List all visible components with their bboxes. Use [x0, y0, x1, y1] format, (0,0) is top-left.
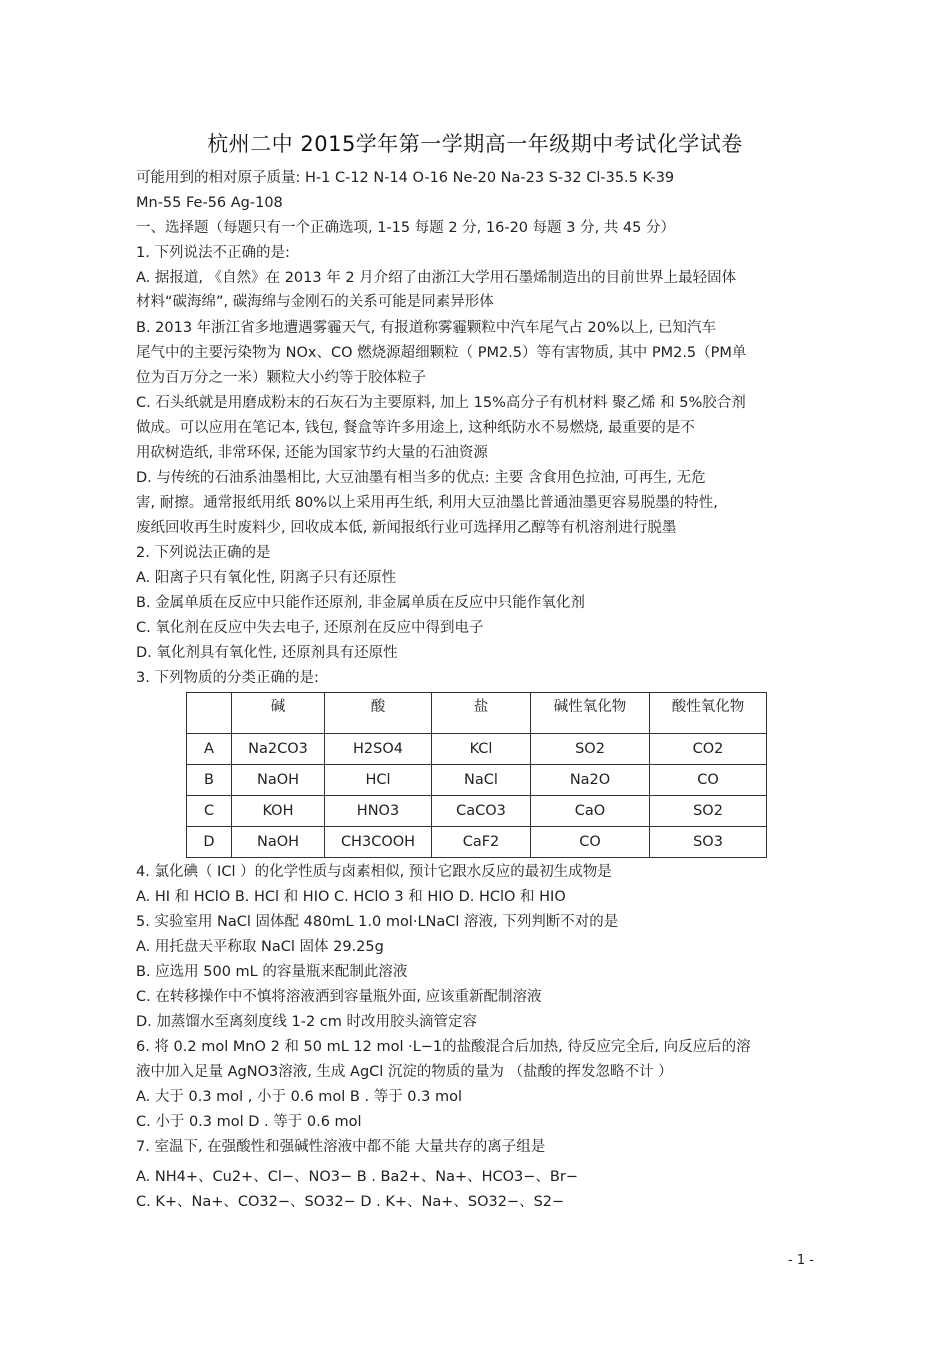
option-text: B. 2013 年浙江省多地遭遇雾霾天气, 有报道称雾霾颗粒中汽车尾气占 20%以上, 已知汽车 — [136, 320, 716, 336]
table-cell: NaOH — [232, 827, 325, 858]
table-header-cell: 盐 — [432, 693, 531, 734]
table-header-cell: 酸 — [325, 693, 432, 734]
question-1: 1. 下列说法不正确的是: — [136, 245, 290, 261]
option-text: 位为百万分之一米）颗粒大小约等于胶体粒子 — [136, 370, 426, 386]
option-text: D. 与传统的石油系油墨相比, 大豆油墨有相当多的优点: 主要 含食用色拉油, 可再生, 无危 — [136, 470, 706, 486]
option-text: A. NH4+、Cu2+、Cl−、NO3− B . Ba2+、Na+、HCO3−、Br− — [136, 1169, 578, 1185]
table-cell: KCl — [432, 734, 531, 765]
table-cell: D — [187, 827, 232, 858]
text-line: Mn-55 Fe-56 Ag-108 — [136, 195, 283, 211]
table-row — [187, 734, 767, 765]
option-text: C. 小于 0.3 mol D . 等于 0.6 mol — [136, 1114, 362, 1130]
table-cell: HNO3 — [325, 796, 432, 827]
table-cell: B — [187, 765, 232, 796]
question-3: 3. 下列物质的分类正确的是: — [136, 670, 319, 686]
table-cell: Na2O — [531, 765, 650, 796]
table-cell: CO2 — [650, 734, 767, 765]
option-text: A. 用托盘天平称取 NaCl 固体 29.25g — [136, 939, 384, 955]
option-text: A. HI 和 HClO B. HCl 和 HIO C. HClO 3 和 HIO D. HClO 和 HIO — [136, 889, 566, 905]
table-cell: SO2 — [650, 796, 767, 827]
table-cell: NaCl — [432, 765, 531, 796]
option-text: A. 据报道, 《自然》在 2013 年 2 月介绍了由浙江大学用石墨烯制造出的目前世界上最轻固体 — [136, 270, 737, 286]
table-header-cell: 碱 — [232, 693, 325, 734]
table-cell: CO — [531, 827, 650, 858]
table-cell: HCl — [325, 765, 432, 796]
option-text: C. 石头纸就是用磨成粉末的石灰石为主要原料, 加上 15%高分子有机材料 聚乙烯 和 5%胶合剂 — [136, 395, 746, 411]
option-text: C. 氧化剂在反应中失去电子, 还原剂在反应中得到电子 — [136, 620, 484, 636]
table-cell: KOH — [232, 796, 325, 827]
table-cell: CaO — [531, 796, 650, 827]
text-line: 可能用到的相对原子质量: H-1 C-12 N-14 O-16 Ne-20 Na-23 S-32 Cl-35.5 K-39 — [136, 170, 675, 186]
table-header-cell: 酸性氧化物 — [650, 693, 767, 734]
option-text: D. 氧化剂具有氧化性, 还原剂具有还原性 — [136, 645, 398, 661]
table-header-row — [187, 693, 767, 734]
question-5: 5. 实验室用 NaCl 固体配 480mL 1.0 mol·LNaCl 溶液, 下列判断不对的是 — [136, 914, 619, 930]
option-text: A. 阳离子只有氧化性, 阴离子只有还原性 — [136, 570, 397, 586]
section-heading: 一、选择题（每题只有一个正确选项, 1-15 每题 2 分, 16-20 每题 3 分, 共 45 分） — [136, 220, 675, 236]
page-title: 杭州二中 2015学年第一学期高一年级期中考试化学试卷 — [207, 132, 743, 156]
table-cell: Na2CO3 — [232, 734, 325, 765]
table-cell: SO2 — [531, 734, 650, 765]
question-7: 7. 室温下, 在强酸性和强碱性溶液中都不能 大量共存的离子组是 — [136, 1139, 546, 1155]
text-line: 液中加入足量 AgNO3溶液, 生成 AgCl 沉淀的物质的量为 （盐酸的挥发忽略不计 ） — [136, 1064, 673, 1080]
question-6: 6. 将 0.2 mol MnO 2 和 50 mL 12 mol ·L−1的盐酸混合后加热, 待反应完全后, 向反应后的溶 — [136, 1039, 751, 1055]
table-cell: A — [187, 734, 232, 765]
table-cell: CO — [650, 765, 767, 796]
option-text: 用砍树造纸, 非常环保, 还能为国家节约大量的石油资源 — [136, 445, 488, 461]
table-cell: SO3 — [650, 827, 767, 858]
question-4: 4. 氯化碘（ ICl ）的化学性质与卤素相似, 预计它跟水反应的最初生成物是 — [136, 864, 612, 880]
option-text: B. 应选用 500 mL 的容量瓶来配制此溶液 — [136, 964, 408, 980]
option-text: C. K+、Na+、CO32−、SO32− D . K+、Na+、SO32−、S2− — [136, 1194, 565, 1210]
table-row — [187, 827, 767, 858]
option-text: 废纸回收再生时废料少, 回收成本低, 新闻报纸行业可选择用乙醇等有机溶剂进行脱墨 — [136, 520, 677, 536]
classification-table — [186, 692, 767, 858]
option-text: C. 在转移操作中不慎将溶液洒到容量瓶外面, 应该重新配制溶液 — [136, 989, 542, 1005]
table-header-cell: 碱性氧化物 — [531, 693, 650, 734]
table-cell: H2SO4 — [325, 734, 432, 765]
table-cell: CaCO3 — [432, 796, 531, 827]
option-text: 尾气中的主要污染物为 NOx、CO 燃烧源超细颗粒（ PM2.5）等有害物质, 其中 PM2.5（PM单 — [136, 345, 747, 361]
question-2: 2. 下列说法正确的是 — [136, 545, 271, 561]
table-cell: CH3COOH — [325, 827, 432, 858]
option-text: B. 金属单质在反应中只能作还原剂, 非金属单质在反应中只能作氧化剂 — [136, 595, 585, 611]
option-text: 做成。可以应用在笔记本, 钱包, 餐盒等许多用途上, 这种纸防水不易燃烧, 最重要的是不 — [136, 420, 695, 436]
option-text: 材料“碳海绵”, 碳海绵与金刚石的关系可能是同素异形体 — [136, 294, 494, 310]
page-number: - 1 - — [788, 1253, 814, 1268]
table-header-cell — [187, 693, 232, 734]
table-cell: CaF2 — [432, 827, 531, 858]
option-text: D. 加蒸馏水至离刻度线 1-2 cm 时改用胶头滴管定容 — [136, 1014, 477, 1030]
table-row — [187, 796, 767, 827]
table-cell: C — [187, 796, 232, 827]
option-text: A. 大于 0.3 mol , 小于 0.6 mol B . 等于 0.3 mol — [136, 1089, 463, 1105]
table-row — [187, 765, 767, 796]
table-cell: NaOH — [232, 765, 325, 796]
option-text: 害, 耐擦。通常报纸用纸 80%以上采用再生纸, 利用大豆油墨比普通油墨更容易脱墨的特性, — [136, 495, 718, 511]
